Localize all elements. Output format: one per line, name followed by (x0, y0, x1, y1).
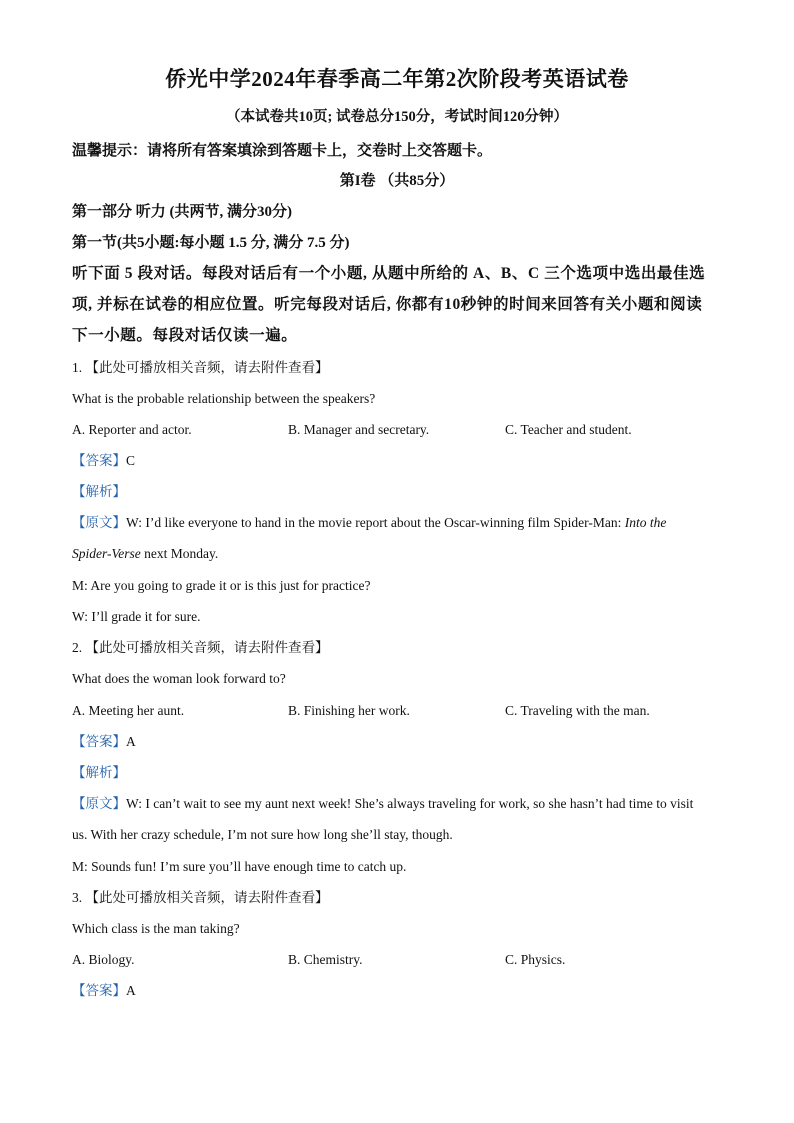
question-2-option-a: A. Meeting her aunt. (72, 703, 185, 718)
instructions-line-1: 听下面 5 段对话。每段对话后有一个小题, 从题中所给的 A、B、C 三个选项中选出最佳选 (72, 265, 706, 282)
analysis-label: 【解析】 (72, 484, 126, 499)
answer-label: 【答案】 (72, 453, 126, 468)
question-3-header (72, 889, 329, 907)
section-heading: 第一节(共5小题:每小题 1.5 分, 满分 7.5 分) (72, 235, 350, 251)
question-2-transcript-line-1 (72, 795, 693, 813)
answer-label: 【答案】 (72, 983, 126, 998)
original-label: 【原文】 (72, 515, 126, 530)
question-2-transcript-line-2: us. With her crazy schedule, I’m not sure how long she’ll stay, though. (72, 827, 453, 842)
question-2-analysis (72, 764, 126, 782)
question-number: 1. (72, 360, 83, 375)
transcript-italic: Into the (624, 515, 667, 530)
question-1-transcript-line-4: W: I’ll grade it for sure. (72, 609, 201, 624)
answer-value: A (126, 734, 136, 749)
question-1-option-b: B. Manager and secretary. (288, 422, 430, 437)
question-3-answer (72, 982, 136, 1000)
question-2-option-c: C. Traveling with the man. (505, 703, 650, 718)
question-1-transcript-line-2 (72, 545, 218, 563)
exam-title: 侨光中学2024年春季高二年第2次阶段考英语试卷 (165, 67, 629, 91)
question-1-answer (72, 452, 135, 470)
notice: 温馨提示：请将所有答案填涂到答题卡上，交卷时上交答题卡。 (72, 143, 493, 159)
question-1-transcript-line-3: M: Are you going to grade it or is this just for practice? (72, 578, 371, 593)
question-2-header (72, 639, 329, 657)
question-3-text: Which class is the man taking? (72, 921, 240, 936)
transcript-text: W: I can’t wait to see my aunt next week! She’s always traveling for work, so she hasn’t had time to visit (126, 796, 694, 811)
answer-label: 【答案】 (72, 734, 126, 749)
exam-subtitle: （本试卷共10页; 试卷总分150分，考试时间120分钟） (226, 109, 568, 125)
question-number: 3. (72, 890, 83, 905)
audio-link[interactable]: 【此处可播放相关音频，请去附件查看】 (85, 640, 329, 655)
analysis-label: 【解析】 (72, 765, 126, 780)
question-3-option-a: A. Biology. (72, 952, 135, 967)
part-heading: 第一部分 听力 (共两节, 满分30分) (72, 204, 292, 220)
original-label: 【原文】 (72, 796, 126, 811)
question-1-option-c: C. Teacher and student. (505, 422, 632, 437)
question-3-option-b: B. Chemistry. (288, 952, 363, 967)
volume-heading: 第I卷 （共85分） (339, 173, 455, 189)
transcript-italic: Spider-Verse (72, 546, 141, 561)
instructions-line-3: 下一小题。每段对话仅读一遍。 (72, 327, 298, 344)
transcript-text: next Monday. (140, 546, 219, 561)
question-1-option-a: A. Reporter and actor. (72, 422, 192, 437)
audio-link[interactable]: 【此处可播放相关音频，请去附件查看】 (85, 890, 329, 905)
question-2-text: What does the woman look forward to? (72, 671, 286, 686)
question-2-option-b: B. Finishing her work. (288, 703, 410, 718)
question-1-analysis (72, 483, 126, 501)
question-2-transcript-line-3: M: Sounds fun! I’m sure you’ll have enough time to catch up. (72, 859, 407, 874)
transcript-text: W: I’d like everyone to hand in the movie report about the Oscar-winning film Spider-Man: (126, 515, 625, 530)
instructions-line-2: 项, 并标在试卷的相应位置。听完每段对话后, 你都有10秒钟的时间来回答有关小题和阅读 (72, 296, 703, 313)
audio-link[interactable]: 【此处可播放相关音频，请去附件查看】 (85, 360, 329, 375)
question-2-answer (72, 733, 136, 751)
question-1-text: What is the probable relationship between the speakers? (72, 391, 376, 406)
question-3-option-c: C. Physics. (505, 952, 566, 967)
answer-value: C (126, 453, 136, 468)
answer-value: A (126, 983, 136, 998)
question-1-transcript-line-1 (72, 514, 666, 532)
question-1-header (72, 359, 329, 377)
question-number: 2. (72, 640, 83, 655)
